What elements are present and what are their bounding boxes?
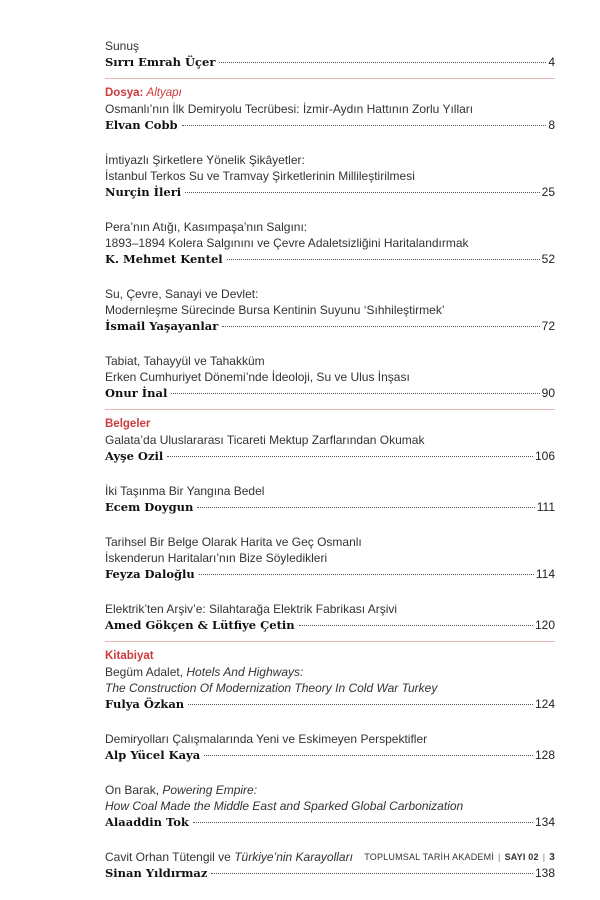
entry-author-line bbox=[105, 617, 555, 633]
toc-entry[interactable] bbox=[105, 432, 555, 464]
section-heading bbox=[105, 86, 555, 101]
entry-page-number: 52 bbox=[541, 252, 555, 266]
entry-title-line bbox=[105, 550, 555, 566]
entry-title-text: Sunuş bbox=[105, 39, 140, 53]
toc-entry[interactable] bbox=[105, 101, 555, 133]
entry-title-line bbox=[105, 664, 555, 680]
entry-title-italic: How Coal Made the Middle East and Sparked Global Carbonization bbox=[105, 799, 464, 813]
entry-page-number: 138 bbox=[534, 866, 555, 880]
entry-page-number: 128 bbox=[534, 748, 555, 762]
entry-title-text: Elektrik’ten Arşiv’e: Silahtarağa Elektrik Fabrikası Arşivi bbox=[105, 602, 398, 616]
toc-entry[interactable] bbox=[105, 219, 555, 267]
entry-title-line bbox=[105, 101, 555, 117]
entry-title-italic: Türkiye’nin Karayolları bbox=[234, 850, 353, 864]
entry-title-text: İstanbul Terkos Su ve Tramvay Şirketlerinin Millileştirilmesi bbox=[105, 169, 415, 183]
entry-title-line bbox=[105, 798, 555, 814]
entry-author-line bbox=[105, 747, 555, 763]
footer-separator: | bbox=[498, 852, 501, 862]
entry-title-text: Begüm Adalet, bbox=[105, 665, 187, 679]
dot-leader bbox=[171, 393, 539, 394]
entry-author: Amed Gökçen & Lütfiye Çetin bbox=[105, 618, 295, 632]
entry-author-line bbox=[105, 865, 555, 881]
toc-entry[interactable] bbox=[105, 782, 555, 830]
entry-author: Sırrı Emrah Üçer bbox=[105, 55, 216, 69]
entry-title-line bbox=[105, 152, 555, 168]
entry-page-number: 111 bbox=[536, 500, 555, 514]
entry-page-number: 120 bbox=[534, 618, 555, 632]
entry-page-number: 4 bbox=[548, 55, 555, 69]
entry-title-text: Tabiat, Tahayyül ve Tahakküm bbox=[105, 354, 265, 368]
entry-author-line bbox=[105, 814, 555, 830]
section-heading-text: Dosya: bbox=[105, 87, 147, 99]
entry-page-number: 8 bbox=[548, 118, 555, 132]
entry-title-line bbox=[105, 534, 555, 550]
dot-leader bbox=[182, 125, 547, 126]
toc-entry[interactable] bbox=[105, 286, 555, 334]
entry-author-line bbox=[105, 385, 555, 401]
section-heading-italic: Altyapı bbox=[146, 87, 182, 99]
entry-author: K. Mehmet Kentel bbox=[105, 252, 223, 266]
table-of-contents bbox=[105, 38, 555, 883]
entry-author: Ecem Doygun bbox=[105, 500, 194, 514]
entry-title-text: Tarihsel Bir Belge Olarak Harita ve Geç Osmanlı bbox=[105, 535, 362, 549]
dot-leader bbox=[222, 326, 539, 327]
entry-page-number: 124 bbox=[534, 697, 555, 711]
dot-leader bbox=[299, 625, 533, 626]
page-number: 3 bbox=[549, 852, 555, 863]
entry-title-italic: Powering Empire: bbox=[162, 783, 258, 797]
entry-title-text: İskenderun Haritaları’nın Bize Söyledikleri bbox=[105, 551, 328, 565]
dot-leader bbox=[185, 192, 539, 193]
entry-title-text: Modernleşme Sürecinde Bursa Kentinin Suyunu ‘Sıhhileştirmek’ bbox=[105, 303, 445, 317]
entry-page-number: 134 bbox=[534, 815, 555, 829]
entry-title-text: Erken Cumhuriyet Dönemi’nde İdeoloji, Su ve Ulus İnşası bbox=[105, 370, 410, 384]
entry-author-line bbox=[105, 184, 555, 200]
entry-title-line bbox=[105, 483, 555, 499]
entry-author-line bbox=[105, 696, 555, 712]
entry-author-line bbox=[105, 117, 555, 133]
entry-title-line bbox=[105, 731, 555, 747]
entry-author-line bbox=[105, 318, 555, 334]
dot-leader bbox=[188, 704, 533, 705]
entry-title-italic: The Construction Of Modernization Theory In Cold War Turkey bbox=[105, 681, 438, 695]
entry-page-number: 72 bbox=[541, 319, 555, 333]
toc-entry[interactable] bbox=[105, 152, 555, 200]
entry-page-number: 114 bbox=[535, 567, 555, 581]
toc-section bbox=[105, 78, 555, 401]
entry-title-line bbox=[105, 168, 555, 184]
entry-author: Ayşe Ozil bbox=[105, 449, 164, 463]
entry-author: Fulya Özkan bbox=[105, 697, 185, 711]
entry-author-line bbox=[105, 448, 555, 464]
entry-title-line bbox=[105, 369, 555, 385]
dot-leader bbox=[197, 507, 534, 508]
entry-author-line bbox=[105, 54, 555, 70]
section-heading-text: Kitabiyat bbox=[105, 650, 154, 662]
entry-title-text: Pera’nın Atığı, Kasımpaşa’nın Salgını: bbox=[105, 220, 308, 234]
toc-entry[interactable] bbox=[105, 483, 555, 515]
entry-page-number: 25 bbox=[541, 185, 555, 199]
entry-title-line bbox=[105, 219, 555, 235]
entry-title-line bbox=[105, 680, 555, 696]
entry-title-line bbox=[105, 235, 555, 251]
entry-title-text: Galata’da Uluslararası Ticareti Mektup Zarflarından Okumak bbox=[105, 433, 425, 447]
journal-name: TOPLUMSAL TARİH AKADEMİ bbox=[364, 852, 495, 862]
dot-leader bbox=[193, 822, 533, 823]
dot-leader bbox=[167, 456, 533, 457]
dot-leader bbox=[227, 259, 540, 260]
section-heading bbox=[105, 417, 555, 432]
entry-title-text: Su, Çevre, Sanayi ve Devlet: bbox=[105, 287, 259, 301]
toc-entry[interactable] bbox=[105, 731, 555, 763]
entry-title-text: On Barak, bbox=[105, 783, 163, 797]
entry-author: Alp Yücel Kaya bbox=[105, 748, 201, 762]
section-heading bbox=[105, 649, 555, 664]
entry-title-text: Cavit Orhan Tütengil ve bbox=[105, 850, 235, 864]
entry-author: Elvan Cobb bbox=[105, 118, 178, 132]
entry-author: Sinan Yıldırmaz bbox=[105, 866, 208, 880]
page-footer bbox=[364, 852, 555, 863]
entry-title-line bbox=[105, 38, 555, 54]
entry-author: Onur İnal bbox=[105, 386, 168, 400]
toc-entry[interactable] bbox=[105, 534, 555, 582]
dot-leader bbox=[199, 574, 534, 575]
toc-section bbox=[105, 38, 555, 70]
toc-entry[interactable] bbox=[105, 38, 555, 70]
footer-separator: | bbox=[542, 852, 546, 862]
entry-title-text: 1893–1894 Kolera Salgınını ve Çevre Adaletsizliğini Haritalandırmak bbox=[105, 236, 469, 250]
toc-entry[interactable] bbox=[105, 664, 555, 712]
issue-number: SAYI 02 bbox=[504, 852, 539, 862]
entry-author-line bbox=[105, 499, 555, 515]
toc-entry[interactable] bbox=[105, 353, 555, 401]
entry-title-line bbox=[105, 286, 555, 302]
entry-title-line bbox=[105, 782, 555, 798]
section-heading-text: Belgeler bbox=[105, 418, 151, 430]
dot-leader bbox=[219, 62, 546, 63]
entry-title-line bbox=[105, 353, 555, 369]
toc-section bbox=[105, 409, 555, 633]
entry-page-number: 90 bbox=[541, 386, 555, 400]
entry-title-text: Demiryolları Çalışmalarında Yeni ve Eskimeyen Perspektifler bbox=[105, 732, 428, 746]
entry-title-italic: Hotels And Highways: bbox=[186, 665, 304, 679]
entry-title-text: İki Taşınma Bir Yangına Bedel bbox=[105, 484, 265, 498]
entry-title-line bbox=[105, 601, 555, 617]
entry-author: Nurçin İleri bbox=[105, 185, 182, 199]
entry-author-line bbox=[105, 251, 555, 267]
entry-title-text: İmtiyazlı Şirketlere Yönelik Şikâyetler: bbox=[105, 153, 305, 167]
entry-title-text: Osmanlı’nın İlk Demiryolu Tecrübesi: İzmir-Aydın Hattının Zorlu Yılları bbox=[105, 102, 474, 116]
entry-title-line bbox=[105, 302, 555, 318]
entry-page-number: 106 bbox=[534, 449, 555, 463]
entry-author: Alaaddin Tok bbox=[105, 815, 189, 829]
toc-section bbox=[105, 641, 555, 881]
entry-author: Feyza Daloğlu bbox=[105, 567, 195, 581]
dot-leader bbox=[204, 755, 533, 756]
entry-title-line bbox=[105, 432, 555, 448]
dot-leader bbox=[211, 873, 533, 874]
toc-entry[interactable] bbox=[105, 601, 555, 633]
entry-author-line bbox=[105, 566, 555, 582]
entry-author: İsmail Yaşayanlar bbox=[105, 319, 219, 333]
